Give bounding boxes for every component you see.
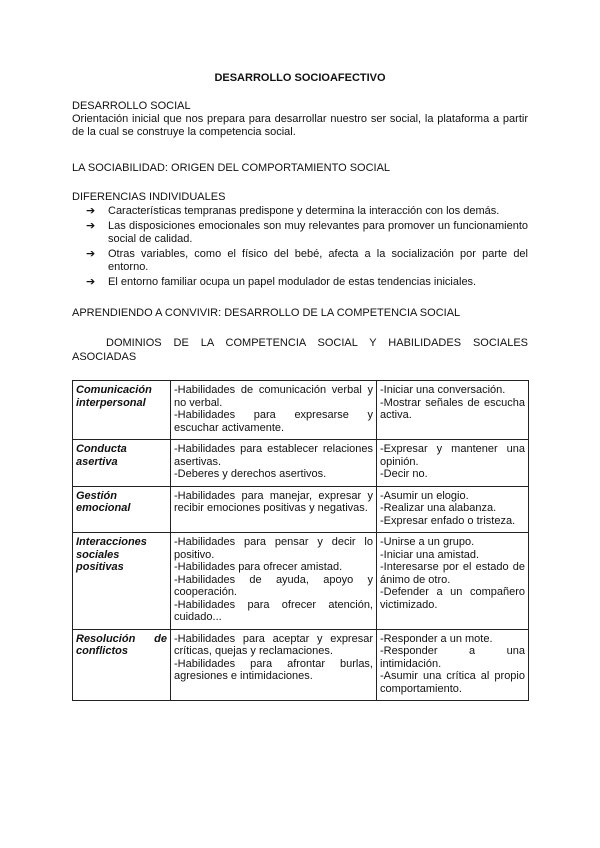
section-heading-sociabilidad: LA SOCIABILIDAD: ORIGEN DEL COMPORTAMIENTO SOCIAL [72,162,391,174]
list-item: ➔ Características tempranas predispone y determina la interacción con los demás. [86,205,500,217]
section-heading: DIFERENCIAS INDIVIDUALES [72,191,226,203]
skills-cell: -Habilidades para aceptar y expresar críticas, quejas y reclamaciones. -Habilidades para afrontar burlas, agresiones e intimidaciones. [171,629,377,701]
examples-cell: -Expresar y mantener una opinión. -Decir no. [377,440,529,487]
table-row [73,486,529,533]
domain-cell: Conducta asertiva [73,440,171,487]
arrow-right-icon: ➔ [86,205,96,217]
list-item: ➔ Otras variables, como el físico del bebé, afecta a la socialización por parte del entorno. [86,248,528,273]
skills-cell: -Habilidades de comunicación verbal y no verbal. -Habilidades para expresarse y escuchar activamente. [171,381,377,440]
examples-cell: -Unirse a un grupo. -Iniciar una amistad. -Interesarse por el estado de ánimo de otro. -Defender a un compañero victimizado. [377,533,529,630]
examples-cell: -Iniciar una conversación. -Mostrar señales de escucha activa. [377,381,529,440]
examples-cell: -Asumir un elogio. -Realizar una alabanza. -Expresar enfado o tristeza. [377,486,529,533]
section-heading: DESARROLLO SOCIAL [72,100,191,112]
list-item: ➔ El entorno familiar ocupa un papel modulador de estas tendencias iniciales. [86,276,477,288]
section-heading-aprendiendo: APRENDIENDO A CONVIVIR: DESARROLLO DE LA COMPETENCIA SOCIAL [72,307,461,319]
section-desarrollo-social [72,100,528,139]
domain-cell: Gestión emocional [73,486,171,533]
table-row [73,381,529,440]
table-row [73,533,529,630]
section-paragraph: Orientación inicial que nos prepara para desarrollar nuestro ser social, la plataforma a partir de la cual se construye la competencia social. [72,113,528,138]
table-row [73,629,529,701]
skills-cell: -Habilidades para pensar y decir lo positivo. -Habilidades para ofrecer amistad. -Habilidades de ayuda, apoyo y cooperación. -Habilidades para ofrecer atención, cuidado... [171,533,377,630]
arrow-right-icon: ➔ [86,248,96,260]
competencias-table [72,380,529,701]
domain-cell: Resolución de conflictos [73,629,171,701]
list-item: ➔ Las disposiciones emocionales son muy relevantes para promover un funcionamiento social de calidad. [86,220,528,245]
page-title: DESARROLLO SOCIOAFECTIVO [214,72,386,84]
examples-cell: -Responder a un mote. -Responder a una intimidación. -Asumir una crítica al propio comportamiento. [377,629,529,701]
bullet-list [72,205,528,289]
skills-cell: -Habilidades para establecer relaciones asertivas. -Deberes y derechos asertivos. [171,440,377,487]
arrow-right-icon: ➔ [86,220,96,232]
domain-cell: Interacciones sociales positivas [73,533,171,630]
table-row [73,440,529,487]
arrow-right-icon: ➔ [86,276,96,288]
section-diferencias [72,191,528,291]
skills-cell: -Habilidades para manejar, expresar y recibir emociones positivas y negativas. [171,486,377,533]
section-heading-dominios: DOMINIOS DE LA COMPETENCIA SOCIAL Y HABILIDADES SOCIALES ASOCIADAS [72,337,528,363]
domain-cell: Comunicación interpersonal [73,381,171,440]
